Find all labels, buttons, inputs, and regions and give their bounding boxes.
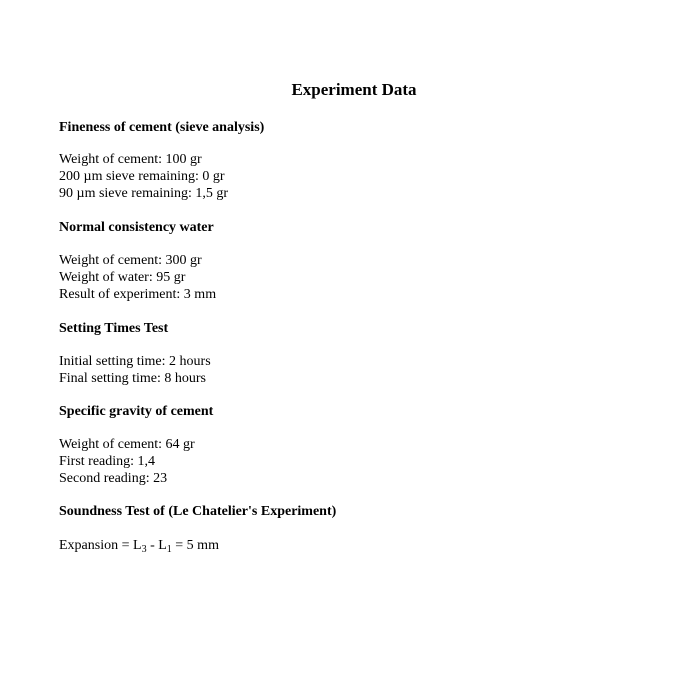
line-item: Weight of cement: 64 gr (59, 437, 195, 452)
line-item: 200 µm sieve remaining: 0 gr (59, 169, 225, 184)
section-heading-soundness: Soundness Test of (Le Chatelier's Experiment) (59, 504, 337, 519)
line-item: Second reading: 23 (59, 471, 168, 486)
line-item: Weight of cement: 100 gr (59, 152, 202, 167)
formula-subscript-3: 3 (141, 544, 147, 555)
line-item: First reading: 1,4 (59, 454, 156, 469)
document-title: Experiment Data (291, 80, 417, 99)
formula-lhs: Expansion = L (59, 538, 142, 553)
line-item: Weight of water: 95 gr (59, 270, 186, 285)
formula-subscript-1: 1 (166, 544, 172, 555)
section-lines-soundness (59, 537, 219, 554)
section-heading-setting-times: Setting Times Test (59, 321, 169, 336)
line-item: Initial setting time: 2 hours (59, 354, 211, 369)
section-heading-specific-gravity: Specific gravity of cement (59, 404, 214, 419)
section-lines-specific-gravity (59, 436, 195, 487)
line-item: Final setting time: 8 hours (59, 371, 206, 386)
line-item: 90 µm sieve remaining: 1,5 gr (59, 186, 229, 201)
formula-mid: - L (146, 538, 167, 553)
section-lines-fineness (59, 151, 228, 202)
line-item: Weight of cement: 300 gr (59, 253, 202, 268)
formula-rhs: = 5 mm (171, 538, 219, 553)
expansion-formula (59, 537, 219, 554)
section-heading-fineness: Fineness of cement (sieve analysis) (59, 120, 265, 135)
section-lines-consistency (59, 252, 216, 303)
section-heading-consistency: Normal consistency water (59, 220, 214, 235)
line-item: Result of experiment: 3 mm (59, 287, 217, 302)
section-lines-setting-times (59, 353, 211, 387)
